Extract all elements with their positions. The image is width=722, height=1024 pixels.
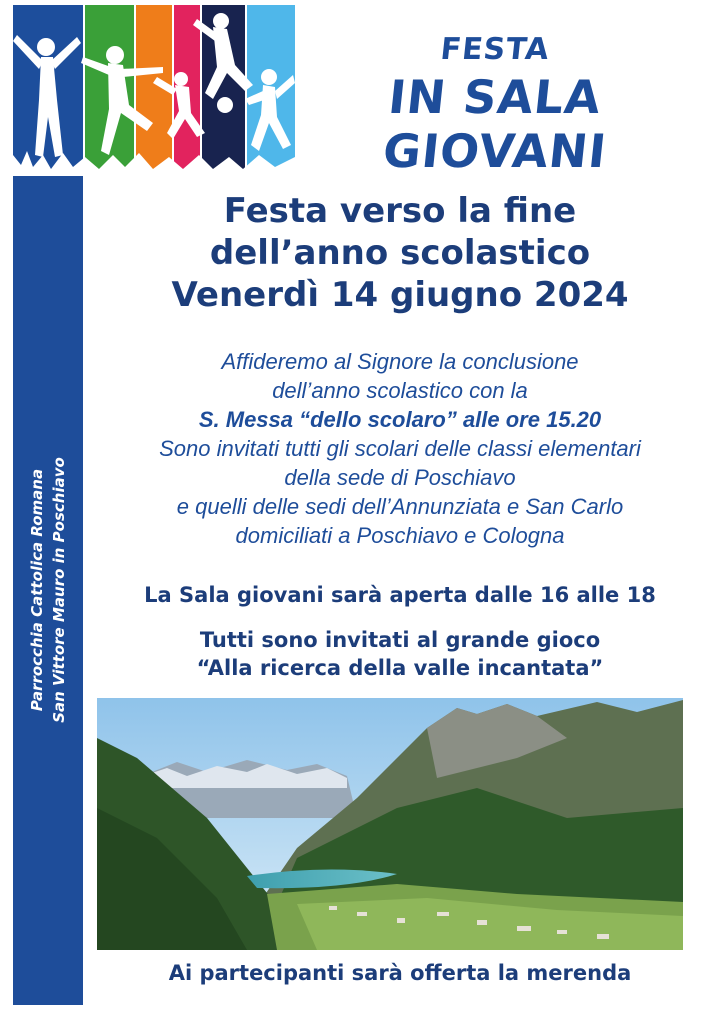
game-line-2: “Alla ricerca della valle incantata”: [196, 656, 604, 680]
event-title: [330, 30, 660, 178]
parish-line-2: San Vittore Mauro in Poschiavo: [50, 457, 68, 723]
headline-line-2: dell’anno scolastico: [209, 233, 591, 273]
headline-line-1: Festa verso la fine: [223, 191, 577, 231]
parish-name: [13, 290, 83, 890]
invite-line-5: della sede di Poschiavo: [284, 465, 516, 490]
game-announcement: [100, 626, 700, 682]
youth-logo: [13, 5, 295, 176]
invitation-text: [100, 347, 700, 550]
parish-line-1: Parrocchia Cattolica Romana: [28, 468, 46, 712]
event-title-line-3: GIOVANI: [380, 124, 610, 178]
event-title-line-1: FESTA: [438, 32, 552, 67]
headline: [100, 190, 700, 316]
invite-line-6: e quelli delle sedi dell’Annunziata e San Carlo: [176, 494, 624, 519]
headline-date: Venerdì 14 giugno 2024: [171, 275, 629, 315]
game-line-1: Tutti sono invitati al grande gioco: [199, 628, 601, 652]
snack-notice: Ai partecipanti sarà offerta la merenda: [168, 961, 632, 985]
valley-photo: [97, 698, 683, 950]
mass-time: S. Messa “dello scolaro” alle ore 15.20: [198, 407, 602, 432]
event-title-line-2: IN SALA: [386, 70, 604, 124]
invite-line-7: domiciliati a Poschiavo e Cologna: [235, 523, 565, 548]
invite-line-4: Sono invitati tutti gli scolari delle classi elementari: [159, 436, 641, 461]
opening-hours: La Sala giovani sarà aperta dalle 16 alle 18: [144, 583, 656, 607]
invite-line-2: dell’anno scolastico con la: [272, 378, 528, 403]
invite-line-1: Affideremo al Signore la conclusione: [221, 349, 579, 374]
